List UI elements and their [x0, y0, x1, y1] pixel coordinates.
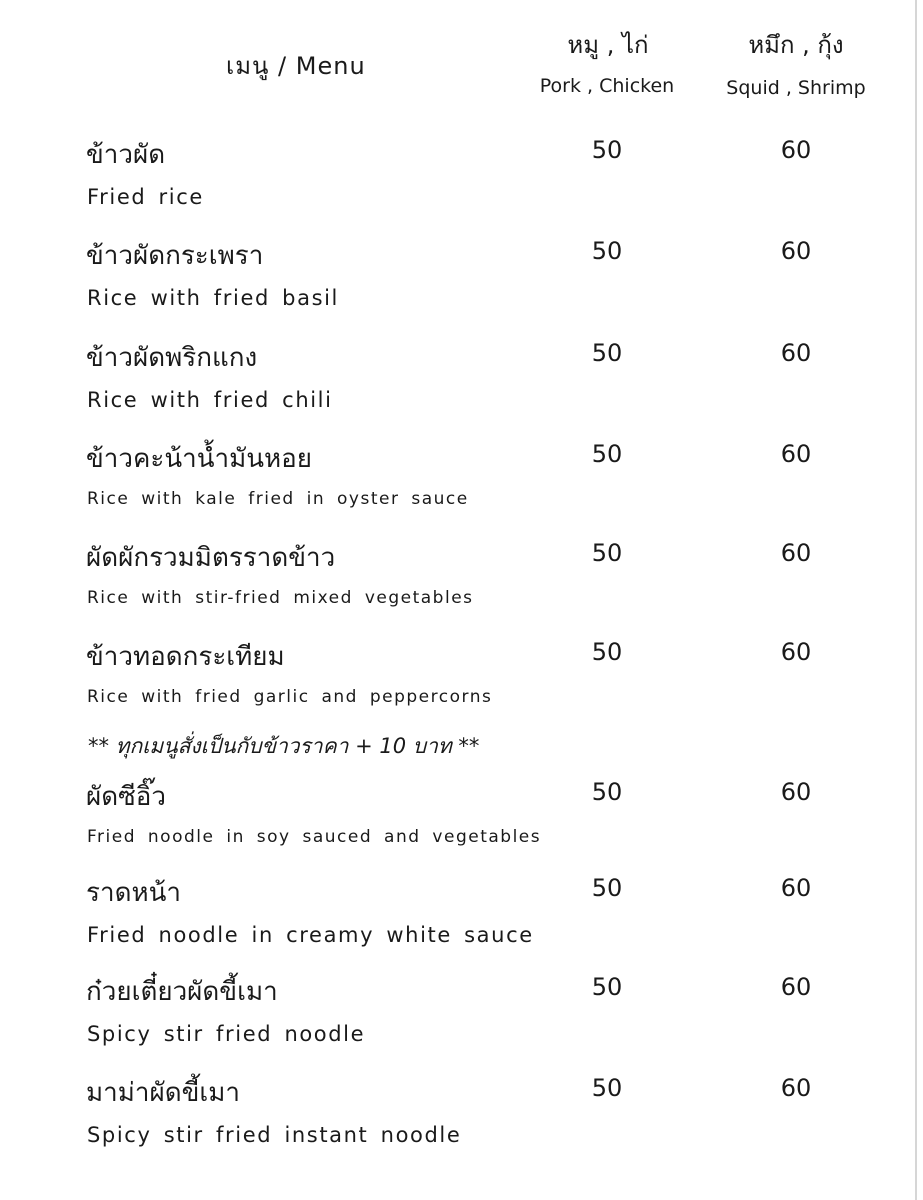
column-header-squid-shrimp-en: Squid , Shrimp	[726, 77, 866, 99]
column-header-pork-chicken-th: หมู , ไก่	[567, 31, 649, 59]
menu-item-thai-name: ข้าวผัดพริกแกง	[86, 343, 258, 373]
price-pork-chicken: 50	[591, 973, 623, 1001]
menu-title: เมนู / Menu	[226, 52, 366, 80]
menu-item-thai-name: ราดหน้า	[86, 878, 181, 908]
price-squid-shrimp: 60	[780, 973, 812, 1001]
menu-item-thai-name: มาม่าผัดขี้เมา	[86, 1078, 240, 1108]
price-squid-shrimp: 60	[780, 778, 812, 806]
menu-item-thai-name: ข้าวผัดกระเพรา	[86, 241, 264, 271]
price-squid-shrimp: 60	[780, 339, 812, 367]
price-squid-shrimp: 60	[780, 1074, 812, 1102]
menu-item-thai-name: ก๋วยเตี๋ยวผัดขี้เมา	[86, 977, 278, 1007]
price-squid-shrimp: 60	[780, 237, 812, 265]
rice-surcharge-note: ** ทุกเมนูสั่งเป็นกับข้าวราคา + 10 บาท **	[88, 734, 480, 758]
menu-item-english-name: Rice with stir-fried mixed vegetables	[87, 588, 474, 608]
price-pork-chicken: 50	[591, 539, 623, 567]
price-squid-shrimp: 60	[780, 539, 812, 567]
price-pork-chicken: 50	[591, 339, 623, 367]
menu-item-english-name: Fried noodle in creamy white sauce	[87, 923, 534, 947]
menu-item-thai-name: ผัดผักรวมมิตรราดข้าว	[86, 543, 336, 573]
menu-item-thai-name: ข้าวคะน้าน้ำมันหอย	[86, 444, 312, 474]
menu-item-english-name: Spicy stir fried noodle	[87, 1022, 366, 1046]
price-pork-chicken: 50	[591, 778, 623, 806]
menu-item-thai-name: ผัดซีอิ๊ว	[86, 782, 166, 812]
menu-item-english-name: Rice with fried garlic and peppercorns	[87, 687, 493, 707]
page-edge-line	[915, 0, 917, 1200]
price-squid-shrimp: 60	[780, 638, 812, 666]
price-squid-shrimp: 60	[780, 440, 812, 468]
menu-item-english-name: Rice with fried chili	[87, 388, 333, 412]
menu-item-thai-name: ข้าวทอดกระเทียม	[86, 642, 285, 672]
price-pork-chicken: 50	[591, 440, 623, 468]
menu-item-english-name: Fried noodle in soy sauced and vegetables	[87, 827, 542, 847]
menu-item-thai-name: ข้าวผัด	[86, 140, 166, 170]
column-header-squid-shrimp-th: หมึก , กุ้ง	[748, 31, 844, 59]
price-pork-chicken: 50	[591, 638, 623, 666]
menu-item-english-name: Rice with kale fried in oyster sauce	[87, 489, 469, 509]
price-pork-chicken: 50	[591, 237, 623, 265]
price-squid-shrimp: 60	[780, 136, 812, 164]
menu-item-english-name: Rice with fried basil	[87, 286, 339, 310]
price-pork-chicken: 50	[591, 136, 623, 164]
menu-item-english-name: Spicy stir fried instant noodle	[87, 1123, 462, 1147]
price-pork-chicken: 50	[591, 1074, 623, 1102]
column-header-pork-chicken-en: Pork , Chicken	[539, 75, 675, 97]
price-squid-shrimp: 60	[780, 874, 812, 902]
price-pork-chicken: 50	[591, 874, 623, 902]
menu-item-english-name: Fried rice	[87, 185, 204, 209]
